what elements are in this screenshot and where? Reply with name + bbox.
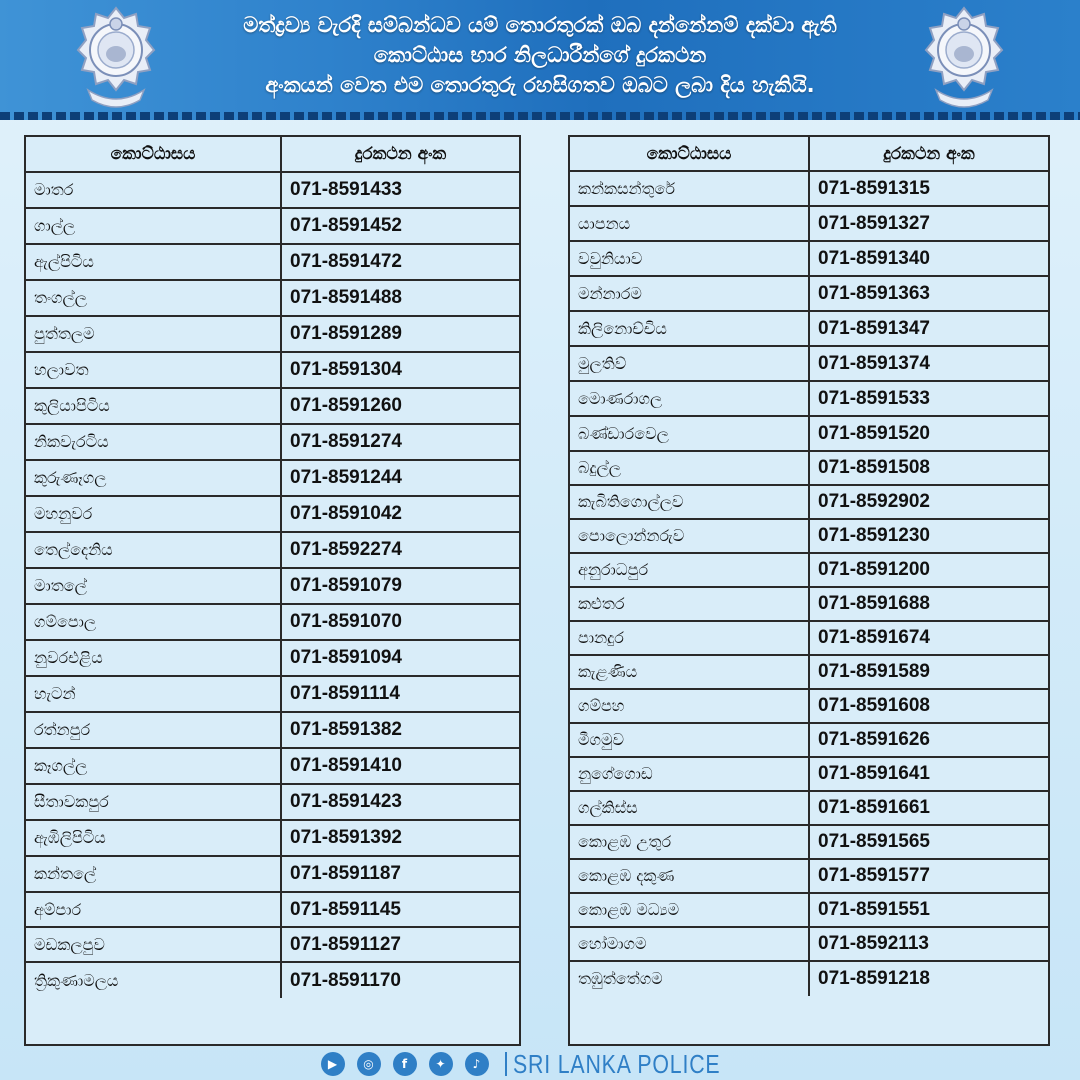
footer: [0, 1048, 1080, 1080]
table-row: [26, 713, 519, 749]
table-row: [570, 758, 1048, 792]
table-row: [570, 520, 1048, 554]
phone-number[interactable]: 071-8591114: [290, 683, 400, 704]
phone-number[interactable]: 071-8591382: [290, 719, 402, 740]
division-name: හලාවත: [26, 353, 282, 387]
table-row: [570, 656, 1048, 690]
division-name: ගල්කිස්ස: [570, 792, 810, 824]
division-name: ගම්පහ: [570, 690, 810, 722]
division-name: යාපනය: [570, 207, 810, 240]
table-row: [26, 641, 519, 677]
phone-number[interactable]: 071-8591565: [818, 831, 930, 852]
phone-number[interactable]: 071-8591410: [290, 755, 402, 776]
division-name: නුගේගොඩ: [570, 758, 810, 790]
table-row: [26, 963, 519, 998]
table-row: [570, 382, 1048, 417]
division-name: මඩකලපුව: [26, 928, 282, 961]
division-name: අනුරාධපුර: [570, 554, 810, 586]
table-row: [26, 209, 519, 245]
phone-number[interactable]: 071-8592113: [818, 933, 929, 954]
division-name: කෑගල්ල: [26, 749, 282, 783]
phone-number[interactable]: 071-8591363: [818, 282, 930, 304]
police-emblem-icon: [922, 4, 1006, 112]
table-row: [570, 860, 1048, 894]
contact-table-right: [568, 135, 1050, 1046]
phone-number[interactable]: 071-8591508: [818, 457, 930, 478]
phone-number[interactable]: 071-8591472: [290, 251, 402, 272]
table-row: [570, 894, 1048, 928]
phone-number[interactable]: 071-8591327: [818, 212, 930, 234]
facebook-icon[interactable]: f: [393, 1052, 417, 1076]
table-row: [570, 207, 1048, 242]
division-name: ඇඹිලිපිටිය: [26, 821, 282, 855]
table-row: [570, 172, 1048, 207]
table-row: [570, 242, 1048, 277]
phone-number[interactable]: 071-8591589: [818, 661, 930, 682]
phone-number[interactable]: 071-8591577: [818, 865, 930, 886]
table-header-row: [26, 137, 519, 173]
table-row: [26, 353, 519, 389]
phone-number[interactable]: 071-8591688: [818, 593, 930, 614]
table-row: [570, 486, 1048, 520]
footer-brand: SRI LANKA POLICE: [512, 1048, 720, 1079]
phone-number[interactable]: 071-8591452: [290, 215, 402, 236]
division-name: ඇල්පිටිය: [26, 245, 282, 279]
table-row: [26, 893, 519, 928]
table-row: [570, 622, 1048, 656]
table-row: [570, 277, 1048, 312]
division-name: පානදුර: [570, 622, 810, 654]
table-row: [26, 245, 519, 281]
phone-number[interactable]: 071-8591315: [818, 177, 930, 199]
division-name: වවුනියාව: [570, 242, 810, 275]
division-name: කොළඹ දකුණ: [570, 860, 810, 892]
phone-number[interactable]: 071-8591533: [818, 387, 930, 409]
contact-table-left: [24, 135, 521, 1046]
header-title-line-1: මත්ද්‍රව්‍ය වැරදි සම්බන්ධව යම් තොරතුරක් ඔබ දන්නේනම් දක්වා ඇති: [243, 13, 837, 37]
division-name: කුලියාපිටිය: [26, 389, 282, 423]
phone-number[interactable]: 071-8591289: [290, 323, 402, 344]
table-row: [26, 605, 519, 641]
phone-number[interactable]: 071-8591488: [290, 287, 402, 308]
phone-number[interactable]: 071-8591094: [290, 647, 402, 668]
phone-number[interactable]: 071-8591187: [290, 863, 401, 884]
division-name: මාතර: [26, 173, 282, 207]
table-row: [570, 588, 1048, 622]
phone-number[interactable]: 071-8591304: [290, 359, 402, 380]
division-name: තංගල්ල: [26, 281, 282, 315]
division-name: මාතලේ: [26, 569, 282, 603]
division-name: නුවරඑළිය: [26, 641, 282, 675]
column-header-division: කොට්ඨාසය: [26, 137, 282, 171]
table-row: [570, 347, 1048, 382]
phone-number[interactable]: 071-8591641: [818, 763, 930, 784]
phone-number[interactable]: 071-8591079: [290, 575, 402, 596]
phone-number[interactable]: 071-8591374: [818, 352, 930, 374]
division-name: බණ්ඩාරවෙල: [570, 417, 810, 450]
division-name: ගම්පොල: [26, 605, 282, 639]
table-row: [570, 312, 1048, 347]
division-name: කන්කසන්තුරේ: [570, 172, 810, 205]
table-row: [26, 928, 519, 963]
twitter-icon[interactable]: ✦: [429, 1052, 453, 1076]
phone-number[interactable]: 071-8591626: [818, 729, 930, 750]
table-row: [26, 569, 519, 605]
instagram-icon[interactable]: ◎: [357, 1052, 381, 1076]
division-name: හැටන්: [26, 677, 282, 711]
phone-number[interactable]: 071-8591608: [818, 695, 930, 716]
division-name: කුරුණෑගල: [26, 461, 282, 495]
phone-number[interactable]: 071-8591520: [818, 422, 930, 444]
division-name: මහනුවර: [26, 497, 282, 531]
police-emblem-icon: [74, 4, 158, 112]
table-row: [26, 173, 519, 209]
division-name: බදුල්ල: [570, 452, 810, 484]
division-name: මීගමුව: [570, 724, 810, 756]
header-title-line-2: කොට්ඨාස භාර නිලධාරීන්ගේ දුරකථන: [373, 43, 707, 67]
phone-number[interactable]: 071-8592902: [818, 491, 930, 512]
phone-number[interactable]: 071-8591423: [290, 791, 402, 812]
phone-number[interactable]: 071-8591170: [290, 969, 401, 991]
table-row: [570, 452, 1048, 486]
division-name: නිකවැරටිය: [26, 425, 282, 459]
table-row: [570, 724, 1048, 758]
phone-number[interactable]: 071-8591218: [818, 968, 930, 989]
phone-number[interactable]: 071-8591551: [818, 899, 930, 920]
table-row: [570, 417, 1048, 452]
division-name: මොණරාගල: [570, 382, 810, 415]
table-row: [26, 389, 519, 425]
table-row: [26, 533, 519, 569]
table-row: [570, 928, 1048, 962]
phone-number[interactable]: 071-8591274: [290, 431, 402, 452]
phone-number[interactable]: 071-8591340: [818, 247, 930, 269]
division-name: ත්‍රිකුණාමලය: [26, 963, 282, 998]
phone-number[interactable]: 071-8591070: [290, 611, 402, 632]
table-row: [26, 857, 519, 893]
division-name: අම්පාර: [26, 893, 282, 926]
division-name: සීතාවකපුර: [26, 785, 282, 819]
table-row: [26, 461, 519, 497]
phone-number[interactable]: 071-8592274: [290, 539, 402, 560]
footer-divider: [505, 1052, 507, 1076]
header-title-line-3: අංකයන් වෙත එම තොරතුරු රහසිගතව ඔබට ලබා දිය හැකියි.: [265, 73, 815, 97]
table-row: [26, 749, 519, 785]
table-row: [570, 792, 1048, 826]
tiktok-icon[interactable]: ♪: [465, 1052, 489, 1076]
division-name: තඹුත්තේගම: [570, 962, 810, 996]
division-name: ගාල්ල: [26, 209, 282, 243]
column-header-phone: දුරකථන අංක: [354, 144, 447, 164]
phone-number[interactable]: 071-8591042: [290, 503, 402, 524]
phone-number[interactable]: 071-8591260: [290, 395, 402, 416]
header-banner: [0, 0, 1080, 120]
phone-number[interactable]: 071-8591347: [818, 317, 930, 339]
division-name: මුලතිව්: [570, 347, 810, 380]
phone-number[interactable]: 071-8591230: [818, 525, 930, 546]
division-name: කොළඹ උතුර: [570, 826, 810, 858]
table-row: [26, 677, 519, 713]
division-name: කැබිතිගොල්ලව: [570, 486, 810, 518]
table-row: [570, 962, 1048, 996]
division-name: පොලොන්නරුව: [570, 520, 810, 552]
division-name: කිලිනොච්චිය: [570, 312, 810, 345]
header-title: [150, 10, 930, 100]
phone-number[interactable]: 071-8591244: [290, 467, 402, 488]
division-name: තෙල්දෙනිය: [26, 533, 282, 567]
phone-number[interactable]: 071-8591200: [818, 559, 930, 580]
youtube-icon[interactable]: ▶: [321, 1052, 345, 1076]
phone-number[interactable]: 071-8591433: [290, 179, 402, 200]
table-row: [570, 554, 1048, 588]
column-header-division: කොට්ඨාසය: [570, 137, 810, 170]
table-row: [26, 821, 519, 857]
table-row: [26, 785, 519, 821]
table-row: [26, 281, 519, 317]
division-name: හෝමාගම: [570, 928, 810, 960]
phone-number[interactable]: 071-8591145: [290, 898, 401, 920]
column-header-phone: දුරකථන අංක: [883, 143, 975, 164]
division-name: රත්නපුර: [26, 713, 282, 747]
table-header-row: [570, 137, 1048, 172]
division-name: පුත්තලම: [26, 317, 282, 351]
table-row: [26, 425, 519, 461]
division-name: මන්නාරම: [570, 277, 810, 310]
table-row: [26, 317, 519, 353]
phone-number[interactable]: 071-8591674: [818, 627, 930, 648]
division-name: කන්තලේ: [26, 857, 282, 891]
phone-number[interactable]: 071-8591127: [290, 933, 401, 955]
division-name: කොළඹ මධ්‍යම: [570, 894, 810, 926]
phone-number[interactable]: 071-8591392: [290, 827, 402, 848]
table-row: [570, 826, 1048, 860]
division-name: කැළණිය: [570, 656, 810, 688]
table-row: [570, 690, 1048, 724]
table-row: [26, 497, 519, 533]
phone-number[interactable]: 071-8591661: [818, 797, 930, 818]
division-name: කළුතර: [570, 588, 810, 620]
